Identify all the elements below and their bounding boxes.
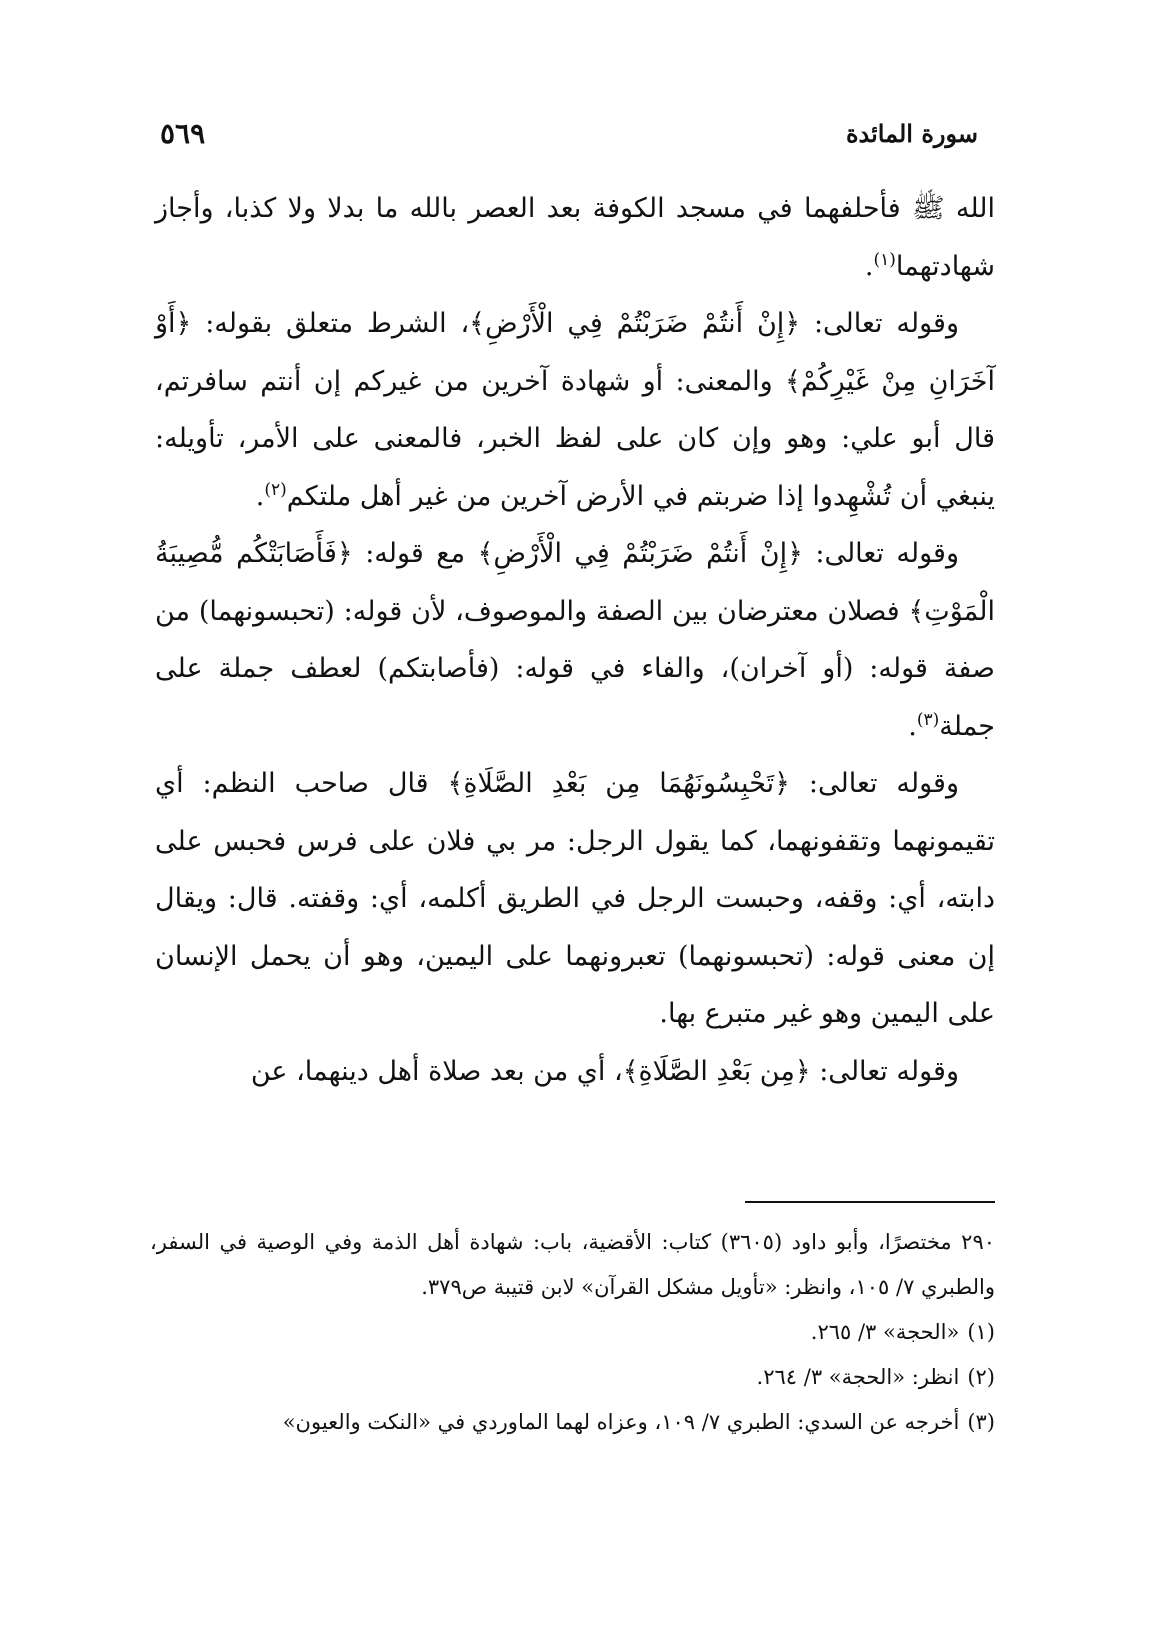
footnote-number: (٣) [967, 1410, 995, 1434]
footnote-number: (٢) [967, 1365, 995, 1389]
paragraph-1: الله ﷺ فأحلفهما في مسجد الكوفة بعد العصر بالله ما بدلا ولا كذبا، وأجاز شهادتهما$^{(١)}$. [155, 193, 995, 282]
main-text [155, 180, 995, 1100]
footnote-divider [745, 1201, 995, 1203]
paragraph-2: وقوله تعالى: ﴿إِنْ أَنتُمْ ضَرَبْتُمْ فِي الْأَرْضِ﴾، الشرط متعلق بقوله: ﴿أَوْ آخَرَانِ مِنْ غَيْرِكُمْ﴾ والمعنى: أو شهادة آخرين من غيركم إن أنتم سافرتم، قال أبو علي: وهو وإن كان على لفظ الخبر، فالمعنى على الأمر، تأويله: ينبغي أن تُشْهِدوا إذا ضربتم في الأرض آخرين من غير أهل ملتكم$^{(٢)}$. [155, 308, 995, 512]
footnote-ref-3: (٣) [916, 709, 940, 730]
footnote-1: (١)«الحجة» ٣/ ٢٦٥. [150, 1310, 995, 1355]
paragraph-3: وقوله تعالى: ﴿إِنْ أَنتُمْ ضَرَبْتُمْ فِي الْأَرْضِ﴾ مع قوله: ﴿فَأَصَابَتْكُم مُّصِيبَةُ الْمَوْتِ﴾ فصلان معترضان بين الصفة والموصوف، لأن قوله: (تحبسونهما) من صفة قوله: (أو آخران)، والفاء في قوله: (فأصابتكم) لعطف جملة على جملة$^{(٣)}$. [155, 538, 995, 742]
page-number: ٥٦٩ [160, 116, 206, 150]
surah-title: سورة المائدة [845, 118, 978, 148]
paragraph-4: وقوله تعالى: ﴿تَحْبِسُونَهُمَا مِن بَعْدِ الصَّلَاةِ﴾ قال صاحب النظم: أي تقيمونهما وتقفونهما، كما يقول الرجل: مر بي فلان على فرس فحبس على دابته، أي: وقفه، وحبست الرجل في الطريق أكلمه، أي: وقفته. قال: ويقال إن معنى قوله: (تحبسونهما) تعبرونهما على اليمين، وهو أن يحمل الإنسان على اليمين وهو غير متبرع بها. [155, 768, 995, 1029]
footnote-number: (١) [967, 1320, 995, 1344]
footnotes [150, 1220, 995, 1445]
footnote-ref-1: (١) [873, 249, 896, 270]
footnote-2: (٢)انظر: «الحجة» ٣/ ٢٦٤. [150, 1355, 995, 1400]
footnote-ref-2: (٢) [264, 479, 287, 500]
page-header [160, 108, 978, 158]
footnote-3: (٣)أخرجه عن السدي: الطبري ٧/ ١٠٩، وعزاه لهما الماوردي في «النكت والعيون» [150, 1400, 995, 1445]
footnote-continued: ٢٩٠ مختصرًا، وأبو داود (٣٦٠٥) كتاب: الأقضية، باب: شهادة أهل الذمة وفي الوصية في السفر، والطبري ٧/ ١٠٥، وانظر: «تأويل مشكل القرآن» لابن قتيبة ص٣٧٩. [150, 1230, 996, 1299]
paragraph-5: وقوله تعالى: ﴿مِن بَعْدِ الصَّلَاةِ﴾، أي من بعد صلاة أهل دينهما، عن [250, 1055, 959, 1087]
